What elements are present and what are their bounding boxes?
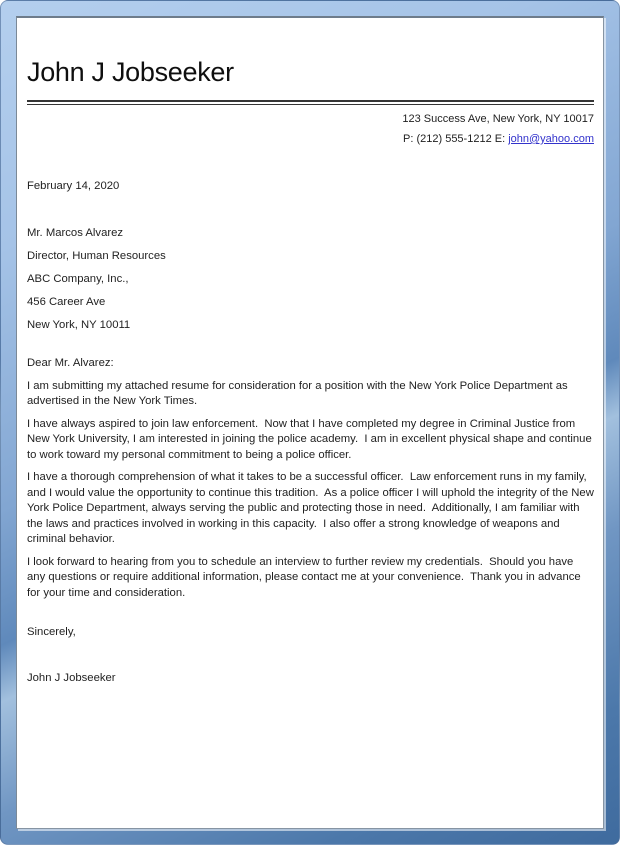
recipient-company: ABC Company, Inc., (27, 272, 129, 285)
header-divider-rule (27, 100, 594, 105)
contact-email-label: E: (494, 133, 506, 145)
signature: John J Jobseeker (27, 671, 116, 684)
body-paragraph: I have always aspired to join law enforcement. Now that I have completed my degree in Criminal Justice from New York University, I am interested in joining the police academy. I am in excellent physical shape and continue to work toward my personal commitment to being a police officer. (27, 417, 595, 461)
contact-phone: P: (212) 555-1212 (403, 133, 492, 145)
body-paragraph: I look forward to hearing from you to schedule an interview to further review my credentials. Should you have any questions or require additional information, please contact me at your convenience. Thank you in advance for your time and consideration. (27, 555, 584, 599)
contact-phone-email (27, 129, 594, 149)
recipient-street: 456 Career Ave (27, 295, 106, 308)
letter-body (27, 379, 597, 602)
contact-address: 123 Success Ave, New York, NY 10017 (402, 113, 594, 125)
recipient-city: New York, NY 10011 (27, 318, 131, 331)
body-paragraph: I have a thorough comprehension of what it takes to be a successful officer. Law enforcement runs in my family, and I would value the opportunity to continue this tradition. As a police officer I will uphold the integrity of the New York Police Department, always serving the public and protecting those in need. Additionally, I am familiar with the laws and practices involved in working in this capacity. I also offer a strong knowledge of weapons and criminal behavior. (27, 471, 597, 545)
email-link[interactable]: john@yahoo.com (508, 133, 594, 145)
salutation: Dear Mr. Alvarez: (27, 356, 114, 369)
letter-date: February 14, 2020 (27, 180, 120, 192)
recipient-name: Mr. Marcos Alvarez (27, 226, 124, 239)
closing: Sincerely, (27, 626, 76, 638)
sender-name-heading: John J Jobseeker (27, 57, 234, 87)
contact-block (27, 109, 594, 149)
letter-page (16, 16, 604, 829)
recipient-block (27, 225, 594, 333)
recipient-title: Director, Human Resources (27, 249, 166, 262)
letter-content (17, 18, 603, 686)
body-paragraph: I am submitting my attached resume for consideration for a position with the New York Police Department as advertised in the New York Times. (27, 379, 571, 407)
